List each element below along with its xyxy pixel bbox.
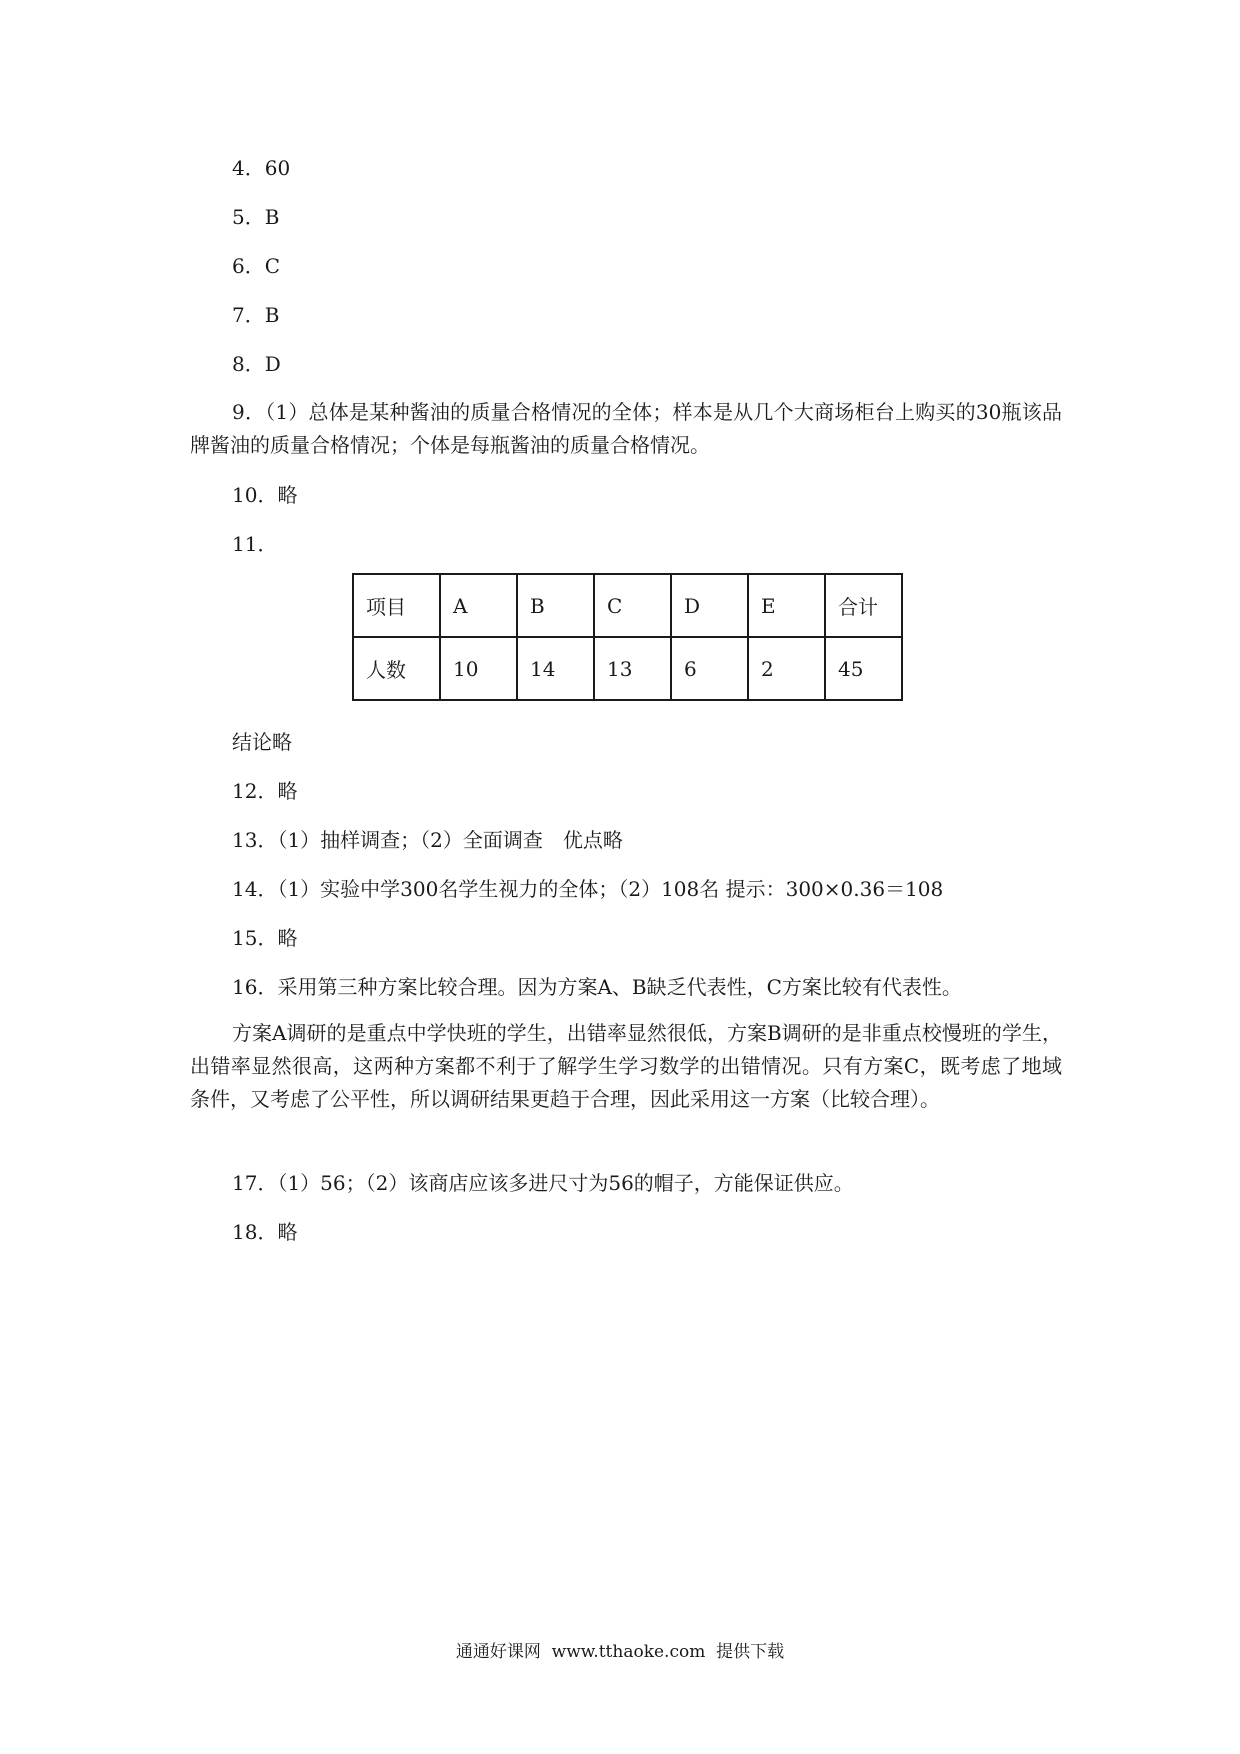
table-cell: C — [594, 574, 671, 637]
table-cell: E — [748, 574, 825, 637]
table-cell: A — [440, 574, 517, 637]
table-header-row — [353, 574, 902, 637]
answer-11: 11． — [232, 532, 278, 556]
answer-5: 5．B — [232, 205, 280, 229]
table-cell: D — [671, 574, 748, 637]
table-cell: B — [517, 574, 594, 637]
table-cell: 6 — [671, 637, 748, 700]
table-row — [353, 637, 902, 700]
table-cell: 13 — [594, 637, 671, 700]
answer-16: 16．采用第三种方案比较合理。因为方案A、B缺乏代表性，C方案比较有代表性。 — [232, 975, 962, 999]
answer-10: 10．略 — [232, 483, 298, 507]
table-cell: 项目 — [353, 574, 440, 637]
answer-15: 15．略 — [232, 926, 298, 950]
answer-6: 6．C — [232, 254, 281, 278]
answer-11-table — [352, 573, 903, 701]
table-cell: 合计 — [825, 574, 902, 637]
page-footer: 通通好课网 www.tthaoke.com 提供下载 — [455, 1642, 785, 1662]
answer-4: 4．60 — [232, 156, 291, 180]
table-cell: 14 — [517, 637, 594, 700]
answer-16-detail: 方案A调研的是重点中学快班的学生，出错率显然很低，方案B调研的是非重点校慢班的学生，出错率显然很高，这两种方案都不利于了解学生学习数学的出错情况。只有方案C，既考虑了地域条件，又考虑了公平性，所以调研结果更趋于合理，因此采用这一方案（比较合理）。 — [190, 1021, 1062, 1111]
answer-17: 17．（1）56；（2）该商店应该多进尺寸为56的帽子，方能保证供应。 — [232, 1171, 854, 1195]
table-cell: 2 — [748, 637, 825, 700]
answer-8: 8．D — [232, 352, 281, 376]
answer-9: 9．（1）总体是某种酱油的质量合格情况的全体；样本是从几个大商场柜台上购买的30瓶该品牌酱油的质量合格情况；个体是每瓶酱油的质量合格情况。 — [190, 400, 1062, 457]
answer-14: 14．（1）实验中学300名学生视力的全体；（2）108名 提示：300×0.36＝108 — [232, 877, 944, 901]
answer-18: 18．略 — [232, 1220, 298, 1244]
answer-13: 13．（1）抽样调查；（2）全面调查 优点略 — [232, 828, 623, 852]
answer-12: 12．略 — [232, 779, 298, 803]
answer-11-conclusion: 结论略 — [232, 730, 292, 754]
answer-7: 7．B — [232, 303, 280, 327]
table-cell: 人数 — [353, 637, 440, 700]
table-cell: 45 — [825, 637, 902, 700]
table-cell: 10 — [440, 637, 517, 700]
